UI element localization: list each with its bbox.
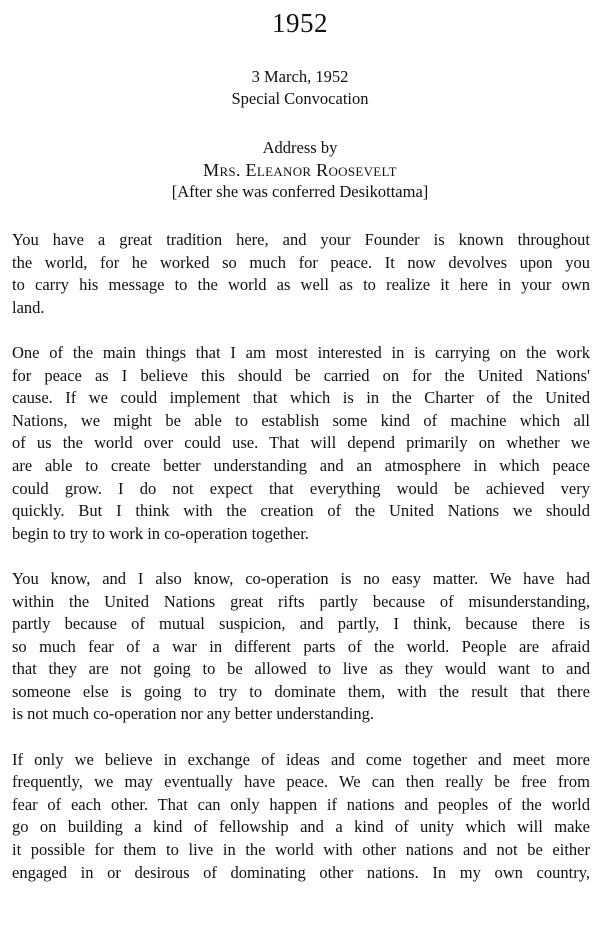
address-intro: Address by <box>262 138 338 157</box>
text-line: frequently, we may eventually have peace. We can then really be free from <box>12 772 590 792</box>
text-line: begin to try to work in co-operation together. <box>12 523 309 543</box>
paragraph <box>12 568 590 726</box>
speech-body <box>12 229 590 907</box>
text-line: someone else is going to try to dominate them, with the result that there <box>12 681 590 701</box>
paragraph <box>12 749 590 885</box>
text-line: it possible for them to live in the world with other nations and not be either <box>12 840 590 860</box>
event-title: Special Convocation <box>231 89 369 108</box>
text-line: partly because of mutual suspicion, and partly, I think, because there is <box>12 614 590 634</box>
speaker-name: Mrs. Eleanor Roosevelt <box>203 160 397 180</box>
address-note: [After she was conferred Desikottama] <box>171 182 429 201</box>
text-line: engaged in or desirous of dominating other nations. In my own country, <box>12 862 590 882</box>
text-line: If only we believe in exchange of ideas and come together and meet more <box>12 749 590 769</box>
text-line: One of the main things that I am most interested in is carrying on the work <box>12 342 590 362</box>
text-line: so much fear of a war in different parts of the world. People are afraid <box>12 636 590 656</box>
text-line: Nations, we might be able to establish some kind of machine which all <box>12 410 590 430</box>
text-line: is not much co-operation nor any better understanding. <box>12 704 374 724</box>
text-line: go on building a kind of fellowship and a kind of unity which will make <box>12 817 590 837</box>
event-date: 3 March, 1952 <box>251 67 349 86</box>
text-line: of us the world over could use. That will depend primarily on whether we <box>12 433 590 453</box>
text-line: cause. If we could implement that which is in the Charter of the United <box>12 388 590 408</box>
page-year-heading: 1952 <box>272 8 328 38</box>
text-line: for peace as I believe this should be carried on for the United Nations' <box>12 365 590 385</box>
text-line: that they are not going to be allowed to live as they would want to and <box>12 659 590 679</box>
text-line: You know, and I also know, co-operation is no easy matter. We have had <box>12 568 590 588</box>
text-line: to carry his message to the world as well as to realize it here in your own <box>12 275 590 295</box>
text-line: are able to create better understanding and an atmosphere in which peace <box>12 455 590 475</box>
paragraph <box>12 342 590 545</box>
text-line: fear of each other. That can only happen if nations and peoples of the world <box>12 794 590 814</box>
event-header <box>0 66 600 110</box>
paragraph <box>12 229 590 319</box>
text-line: the world, for he worked so much for peace. It now devolves upon you <box>12 252 590 272</box>
text-line: within the United Nations great rifts partly because of misunderstanding, <box>12 591 590 611</box>
text-line: You have a great tradition here, and your Founder is known throughout <box>12 230 590 249</box>
text-line: quickly. But I think with the creation of the United Nations we should <box>12 501 590 521</box>
text-line: could grow. I do not expect that everything would be achieved very <box>12 478 590 498</box>
text-line: land. <box>12 297 45 317</box>
address-header <box>0 137 600 203</box>
